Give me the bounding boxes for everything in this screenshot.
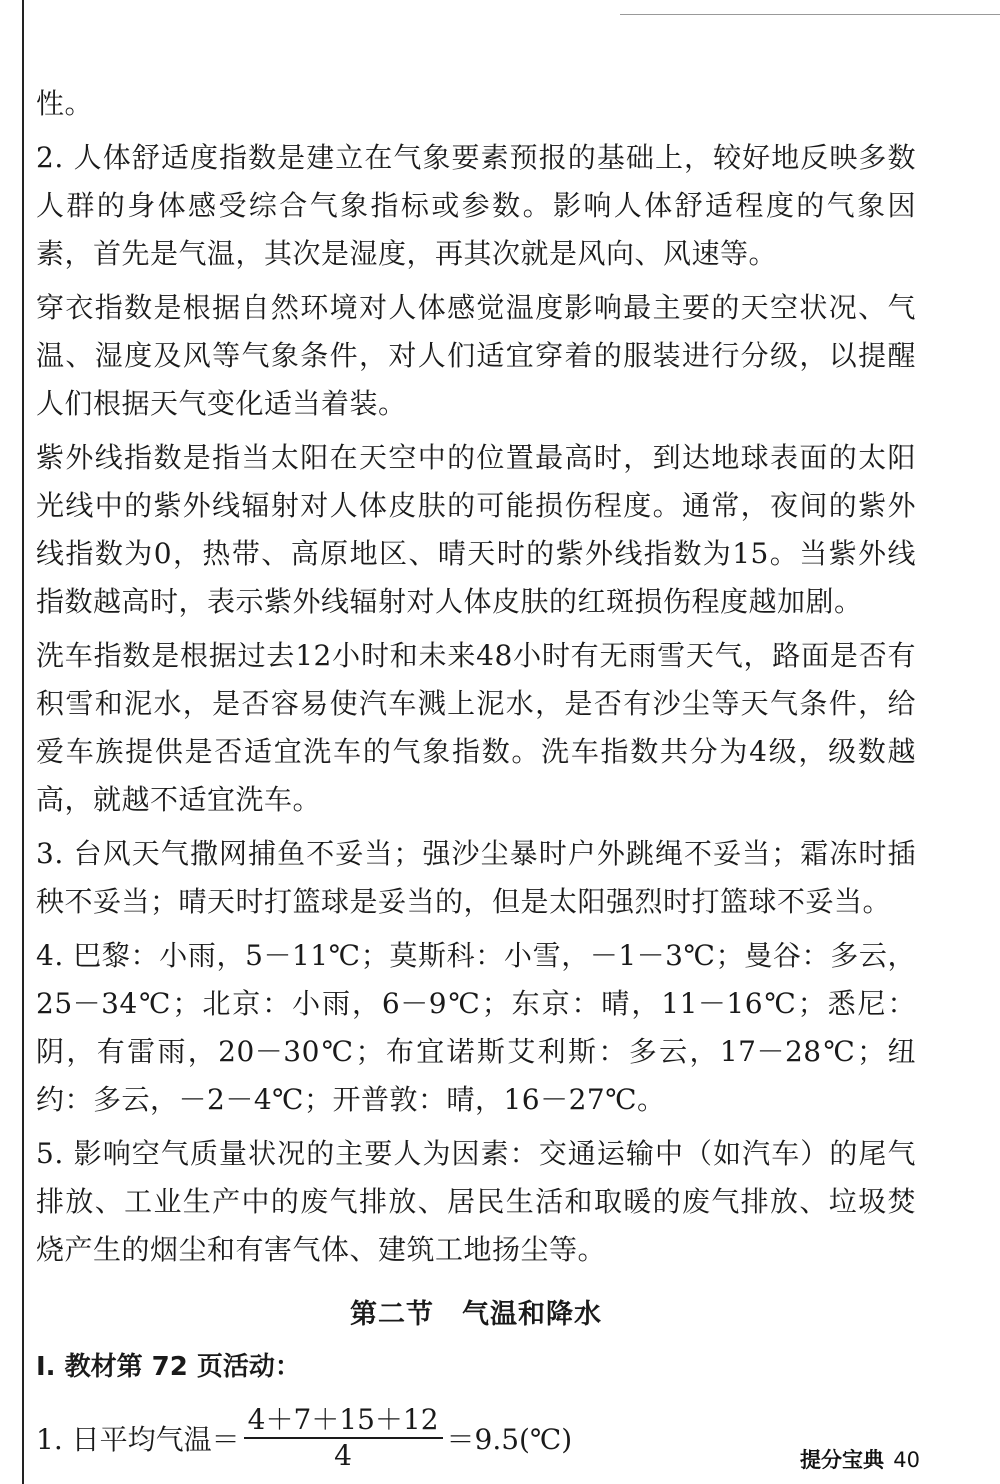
page-number: 40: [893, 1448, 920, 1472]
footer-brand: 提分宝典: [799, 1448, 884, 1472]
paragraph-uv-index: 紫外线指数是指当太阳在天空中的位置最高时，到达地球表面的太阳光线中的紫外线辐射对人体皮肤的可能损伤程度。通常，夜间的紫外线指数为0，热带、高原地区、晴天时的紫外线指数为15。当紫外线指数越高时，表示紫外线辐射对人体皮肤的红斑损伤程度越加剧。: [36, 441, 916, 618]
paragraph-answer-3: 3. 台风天气撒网捕鱼不妥当；强沙尘暴时户外跳绳不妥当；霜冻时插秧不妥当；晴天时打篮球是妥当的，但是太阳强烈时打篮球不妥当。: [36, 837, 916, 918]
average-temperature-formula: [36, 1403, 916, 1473]
paragraph-car-wash-index: 洗车指数是根据过去12小时和未来48小时有无雨雪天气，路面是否有积雪和泥水，是否容易使汽车溅上泥水，是否有沙尘等天气条件，给爱车族提供是否适宜洗车的气象指数。洗车指数共分为4级，级数越高，就越不适宜洗车。: [36, 639, 916, 816]
left-margin-rule: [22, 0, 24, 1484]
paragraph-clothing-index: 穿衣指数是根据自然环境对人体感觉温度影响最主要的天空状况、气温、湿度及风等气象条件，对人们适宜穿着的服装进行分级，以提醒人们根据天气变化适当着装。: [36, 291, 916, 420]
fraction-numerator: 4＋7＋15＋12: [244, 1403, 443, 1439]
section-heading: 第二节 气温和降水: [350, 1299, 602, 1330]
formula-prefix: 1. 日平均气温＝: [36, 1423, 240, 1456]
activity-heading: Ⅰ. 教材第 72 页活动：: [36, 1352, 301, 1382]
page-content: [36, 80, 916, 1473]
page-footer: [800, 1444, 920, 1474]
paragraph-answer-4: 4. 巴黎：小雨，5－11℃；莫斯科：小雪，－1－3℃；曼谷：多云，25－34℃；北京：小雨，6－9℃；东京：晴，11－16℃；悉尼：阴，有雷雨，20－30℃；布宜诺斯艾利斯：多云，17－28℃；纽约：多云，－2－4℃；开普敦：晴，16－27℃。: [36, 939, 916, 1116]
paragraph-continuation: 性。: [36, 87, 94, 120]
paragraph-comfort-index: 2. 人体舒适度指数是建立在气象要素预报的基础上，较好地反映多数人群的身体感受综合气象指标或参数。影响人体舒适程度的气象因素，首先是气温，其次是湿度，再其次就是风向、风速等。: [36, 141, 916, 270]
fraction-denominator: 4: [334, 1439, 352, 1472]
formula-result: ＝9.5(℃): [446, 1423, 573, 1456]
formula-fraction: [244, 1403, 443, 1473]
paragraph-answer-5: 5. 影响空气质量状况的主要人为因素：交通运输中（如汽车）的尾气排放、工业生产中的废气排放、居民生活和取暖的废气排放、垃圾焚烧产生的烟尘和有害气体、建筑工地扬尘等。: [36, 1137, 916, 1266]
top-header-rule: [620, 14, 1000, 15]
